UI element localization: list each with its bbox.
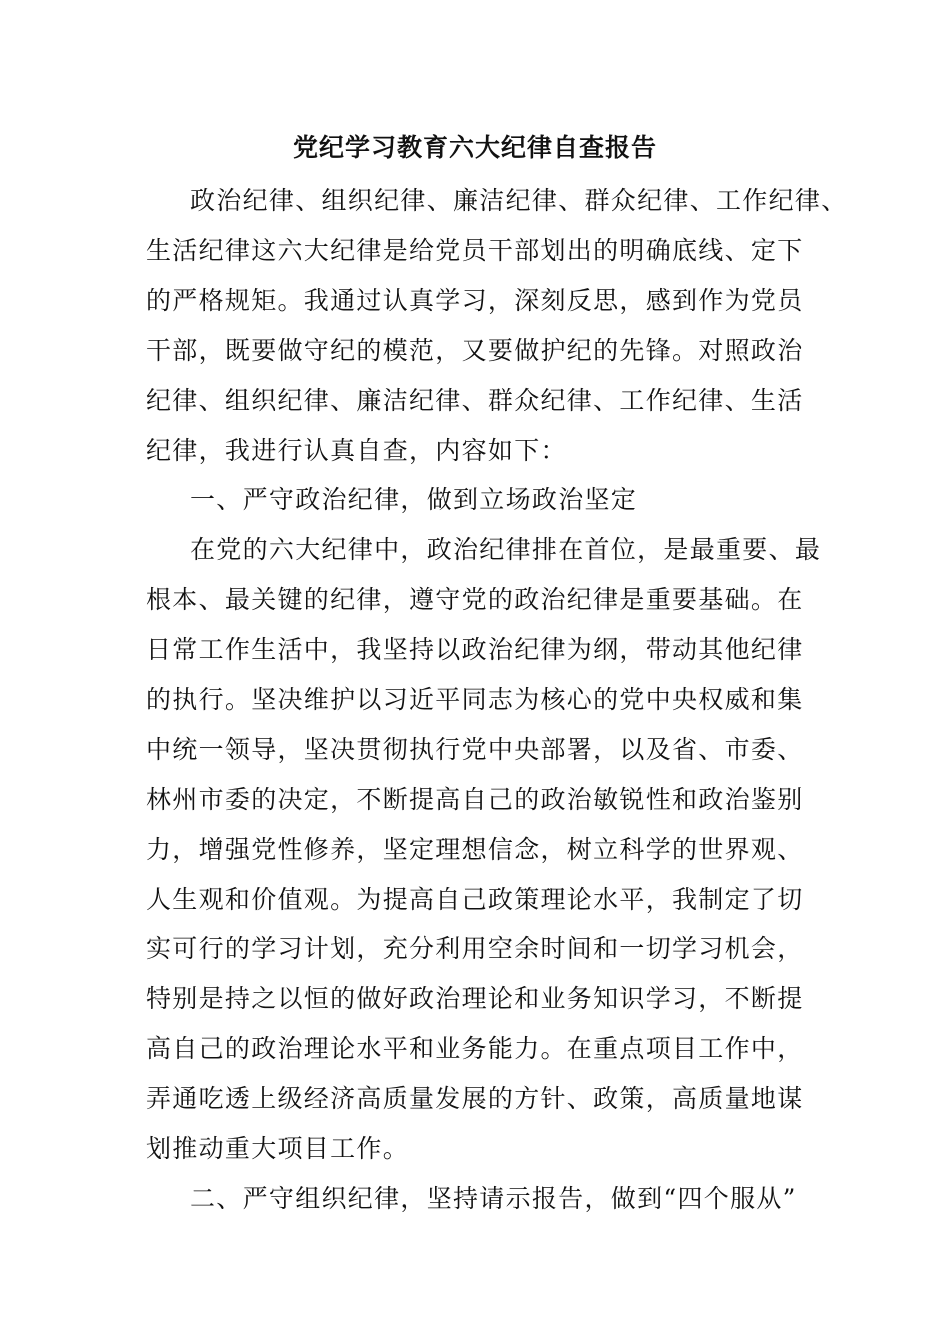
text-line: 人生观和价值观。为提高自己政策理论水平，我制定了切 [146, 885, 804, 914]
text-line: 的执行。坚决维护以习近平同志为核心的党中央权威和集 [146, 685, 804, 714]
text-line: 高自己的政治理论水平和业务能力。在重点项目工作中， [146, 1034, 804, 1063]
text-line: 日常工作生活中，我坚持以政治纪律为纲，带动其他纪律 [146, 635, 804, 664]
text-line: 中统一领导，坚决贯彻执行党中央部署，以及省、市委、 [146, 735, 804, 764]
text-line: 根本、最关键的纪律，遵守党的政治纪律是重要基础。在 [146, 585, 804, 614]
text-line: 纪律，我进行认真自查，内容如下： [146, 436, 567, 465]
text-line: 在党的六大纪律中，政治纪律排在首位，是最重要、最 [190, 535, 822, 564]
text-line: 弄通吃透上级经济高质量发展的方针、政策，高质量地谋 [146, 1084, 804, 1113]
text-line: 干部，既要做守纪的模范，又要做护纪的先锋。对照政治 [146, 336, 804, 365]
text-line: 纪律、组织纪律、廉洁纪律、群众纪律、工作纪律、生活 [146, 386, 804, 415]
text-line: 实可行的学习计划，充分利用空余时间和一切学习机会， [146, 934, 804, 963]
text-line: 林州市委的决定，不断提高自己的政治敏锐性和政治鉴别 [146, 785, 804, 814]
text-line: 力，增强党性修养，坚定理想信念，树立科学的世界观、 [146, 835, 804, 864]
text-line: 特别是持之以恒的做好政治理论和业务知识学习，不断提 [146, 984, 804, 1013]
text-line: 政治纪律、组织纪律、廉洁纪律、群众纪律、工作纪律、 [190, 186, 848, 215]
section-heading: 二、严守组织纪律，坚持请示报告，做到“四个服从” [190, 1184, 797, 1213]
text-line: 生活纪律这六大纪律是给党员干部划出的明确底线、定下 [146, 236, 804, 265]
text-line: 划推动重大项目工作。 [146, 1134, 410, 1163]
section-heading: 一、严守政治纪律，做到立场政治坚定 [190, 485, 638, 514]
document-title: 党纪学习教育六大纪律自查报告 [292, 133, 657, 162]
text-line: 的严格规矩。我通过认真学习，深刻反思，感到作为党员 [146, 286, 804, 315]
